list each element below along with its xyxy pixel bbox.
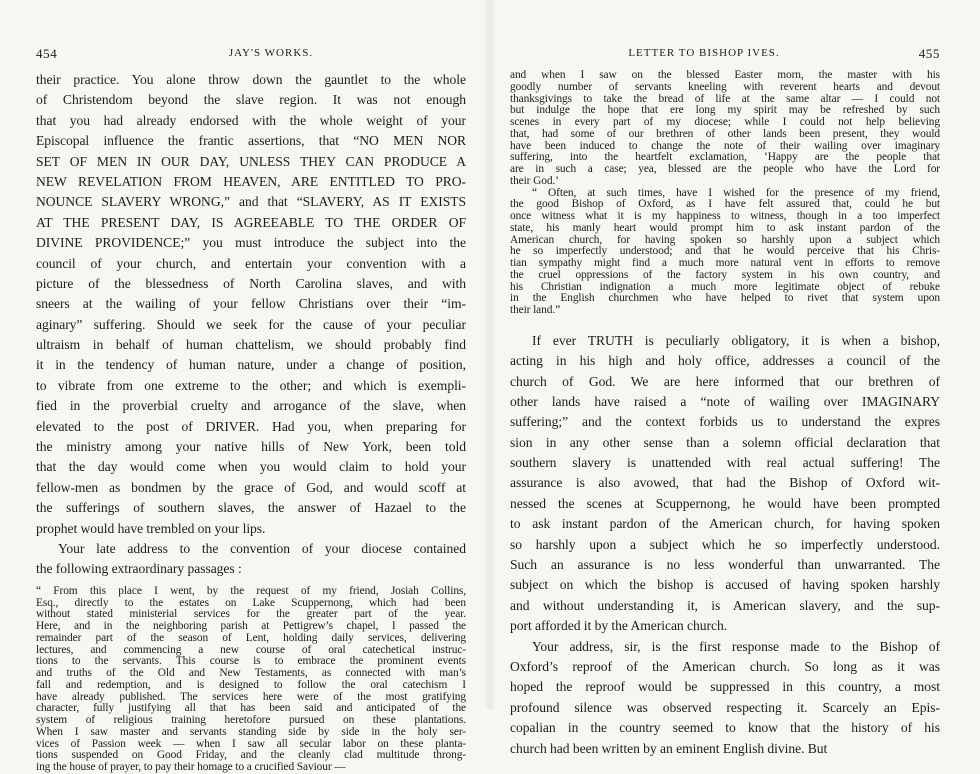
text-line: “ Often, at such times, have I wished for the presence of my friend, — [532, 187, 940, 199]
text-line: port afforded it by the American church. — [510, 618, 728, 634]
text-line: are in such a case; yea, blessed are the people who have the Lord for — [510, 164, 940, 175]
text-line: once witness what it is my happiness to witness, though in a too imperfect — [510, 211, 940, 222]
text-line: Your address, sir, is the first response made to the Bishop of — [532, 638, 940, 654]
text-line: church of God. We are here informed that our brethren of — [510, 373, 940, 389]
left-paragraph-2 — [36, 539, 466, 580]
text-line: picture of the blessedness of North Carolina slaves, and with — [36, 275, 466, 291]
right-page-number: 455 — [918, 46, 940, 61]
text-line: and truths of the Old and New Testaments, as connected with man’s — [36, 668, 466, 680]
text-line: assurance is also avowed, that had the Bishop of Oxford wit- — [510, 475, 940, 491]
text-line: fellow-men as bondmen by the grace of God, and would scoff at — [36, 479, 466, 495]
right-paragraph-1 — [510, 331, 940, 637]
left-page-number: 454 — [36, 46, 58, 61]
text-line: church had been written by an eminent English divine. But — [510, 740, 828, 756]
text-line: the following extraordinary passages : — [36, 561, 242, 577]
text-line: thanksgivings to take the bread of life at the same altar — I could not — [510, 93, 940, 105]
text-line: SET OF MEN IN OUR DAY, UNLESS THEY CAN PRODUCE A — [36, 153, 466, 169]
left-text-column — [36, 70, 466, 774]
text-line: suffering, into the heartfelt exclamation, ‘Happy are the people that — [510, 152, 940, 164]
text-line: tions to the servants. This course is to embrace the prominent events — [36, 656, 466, 668]
text-line: profound silence was observed respecting it. Scarcely an Epis- — [510, 699, 940, 715]
text-line: aginary” suffering. Should we seek for the cause of your peculiar — [36, 316, 466, 332]
text-line: copalian in the country seemed to know that the history of his — [510, 720, 940, 736]
left-quotation — [36, 586, 466, 774]
text-line: prophet would have trembled on your lips. — [36, 520, 266, 536]
text-line: character, fully justifying all that has been said and anticipated of the — [36, 703, 466, 715]
text-line: sneers at the wailing of your fellow Christians over their “im- — [36, 296, 466, 312]
text-line: other lands have raised a “note of wailing over IMAGINARY — [510, 393, 940, 409]
text-line: NOUNCE SLAVERY WRONG,” and that “SLAVERY, AS IT EXISTS — [36, 194, 466, 210]
text-line: and without understanding it, is American slavery, and the sup- — [510, 597, 940, 613]
text-line: vices of Passion week — when I saw all secular labor on these planta- — [36, 738, 466, 750]
text-line: of Christendom beyond the slave region. It was not enough — [36, 92, 466, 108]
text-line: the good Bishop of Oxford, as I have felt assured that, could he but — [510, 199, 940, 211]
text-line: have already published. The services here were of the most gratifying — [36, 691, 466, 703]
text-line: subject on which the bishop is accused of having spoken harshly — [510, 577, 940, 593]
text-line: Your late address to the convention of your diocese contained — [58, 540, 466, 556]
text-line: to ask instant pardon of the American church, for having spoken — [510, 516, 940, 532]
text-line: their practice. You alone throw down the gauntlet to the whole — [36, 72, 466, 87]
text-line: If ever TRUTH is peculiarly obligatory, it is when a bishop, — [532, 332, 940, 348]
text-line: nessed the scenes at Scuppernong, he would have been prompted — [510, 495, 940, 511]
text-line: but indulge the hope that ere long my spirit may be refreshed by such — [510, 105, 940, 117]
text-line: their God.’ — [510, 175, 559, 187]
right-quotation — [510, 70, 940, 317]
text-line: that you had already endorsed with the whole weight of your — [36, 112, 466, 128]
right-paragraph-2 — [510, 637, 940, 759]
text-line: fied in the proverbial cruelty and arrogance of the slave, when — [36, 398, 466, 414]
text-line: that, had some of our brethren of other lands been present, they would — [510, 128, 940, 140]
text-line: Here, and in the neighboring parish at Pettigrew’s chapel, I passed the — [36, 621, 466, 633]
text-line: sion in any other sense than a solemn official declaration that — [510, 434, 940, 450]
text-line: When I saw master and servants standing side by side in the holy ser- — [36, 726, 466, 738]
text-line: AT THE PRESENT DAY, IS AGREEABLE TO THE ORDER OF — [36, 214, 466, 230]
text-line: Oxford’s reproof of the American church. So long as it was — [510, 659, 940, 674]
text-line: hoped the reproof would be suppressed in this country, a most — [510, 679, 940, 695]
text-line: American church, for having spoken so harshly upon a subject which — [510, 234, 940, 246]
text-line: the cruel oppressions of the factory system in his own country, and — [510, 269, 940, 281]
text-line: that the day would come when you would claim to hold your — [36, 459, 466, 475]
text-line: to vibrate from one extreme to the other; and which is exempli- — [36, 377, 466, 393]
text-line: NEW REVELATION FROM HEAVEN, ARE ENTITLED TO PRO- — [36, 173, 466, 189]
right-text-column — [510, 70, 940, 759]
text-line: remainder part of the season of Lent, holding daily services, delivering — [36, 632, 466, 644]
text-line: system of religious training heretofore pursued on these plantations. — [36, 715, 466, 727]
text-line: so harshly upon a subject which he so imperfectly understood. — [510, 536, 940, 552]
text-line: and when I saw on the blessed Easter morn, the master with his — [510, 70, 940, 81]
text-line: state, his manly heart would prompt him to ask instant pardon of the — [510, 222, 940, 234]
right-running-head: LETTER TO BISHOP IVES. — [628, 47, 780, 59]
text-line: have been induced to change the note of their wailing over imaginary — [510, 140, 940, 152]
text-line: acting in his high and holy office, addresses a council of the — [510, 353, 940, 369]
left-paragraph-1 — [36, 70, 466, 539]
text-line: he so imperfectly understood; and that he would perceive that his Chris- — [510, 246, 940, 258]
text-line: scenes in every part of my diocese; while I could not help believing — [510, 117, 940, 128]
text-line: without stated ministerial services for the greater part of the year. — [36, 609, 466, 621]
text-line: council of your church, and entertain your convention with a — [36, 255, 466, 271]
text-line: suffering;” and the context forbids us to understand the expres — [510, 414, 940, 430]
text-line: ing the house of prayer, to pay their homage to a crucified Saviour — — [36, 762, 346, 774]
left-running-head: JAY'S WORKS. — [228, 47, 314, 59]
text-line: in the English churchmen who have helped to rivet that system upon — [510, 293, 940, 305]
text-line: tions suspended on Good Friday, and the cleanly clad multitude throng- — [36, 750, 466, 762]
text-line: tian sympathy might find a much more natural vent in efforts to remove — [510, 258, 940, 269]
text-line: Such an assurance is no less wonderful than unwarranted. The — [510, 557, 940, 573]
left-page-header — [36, 46, 466, 64]
right-page — [490, 0, 980, 756]
text-line: ultraism in behalf of human chattelism, we should probably find — [36, 337, 466, 353]
text-line: the ministry among your native hills of New York, been told — [36, 439, 466, 455]
text-line: the sufferings of southern slaves, the answer of Hazael to the — [36, 500, 466, 516]
text-line: Esq., directly to the estates on Lake Scuppernong, which had been — [36, 597, 466, 609]
text-line: Episcopal influence the frantic assertions, that “NO MEN NOR — [36, 133, 466, 149]
text-line: fall and redemption, and is designed to follow the oral catechism I — [36, 679, 466, 691]
text-line: “ From this place I went, by the request of my friend, Josiah Collins, — [36, 585, 466, 597]
text-line: southern slavery is unattended with real actual suffering! The — [510, 455, 940, 471]
text-line: his Christian indignation a much more legitimate object of rebuke — [510, 281, 940, 293]
text-line: goodly number of servants kneeling with reverent hearts and devout — [510, 81, 940, 93]
right-page-header — [508, 46, 940, 64]
text-line: their land.” — [510, 305, 561, 316]
text-line: it in the tendency of human nature, under a change of position, — [36, 357, 466, 373]
text-line: elevated to the post of DRIVER. Had you, when preparing for — [36, 418, 466, 434]
text-line: lectures, and commencing a new course of oral catechetical instruc- — [36, 644, 466, 656]
text-line: DIVINE PROVIDENCE;” you must introduce the subject into the — [36, 235, 466, 251]
